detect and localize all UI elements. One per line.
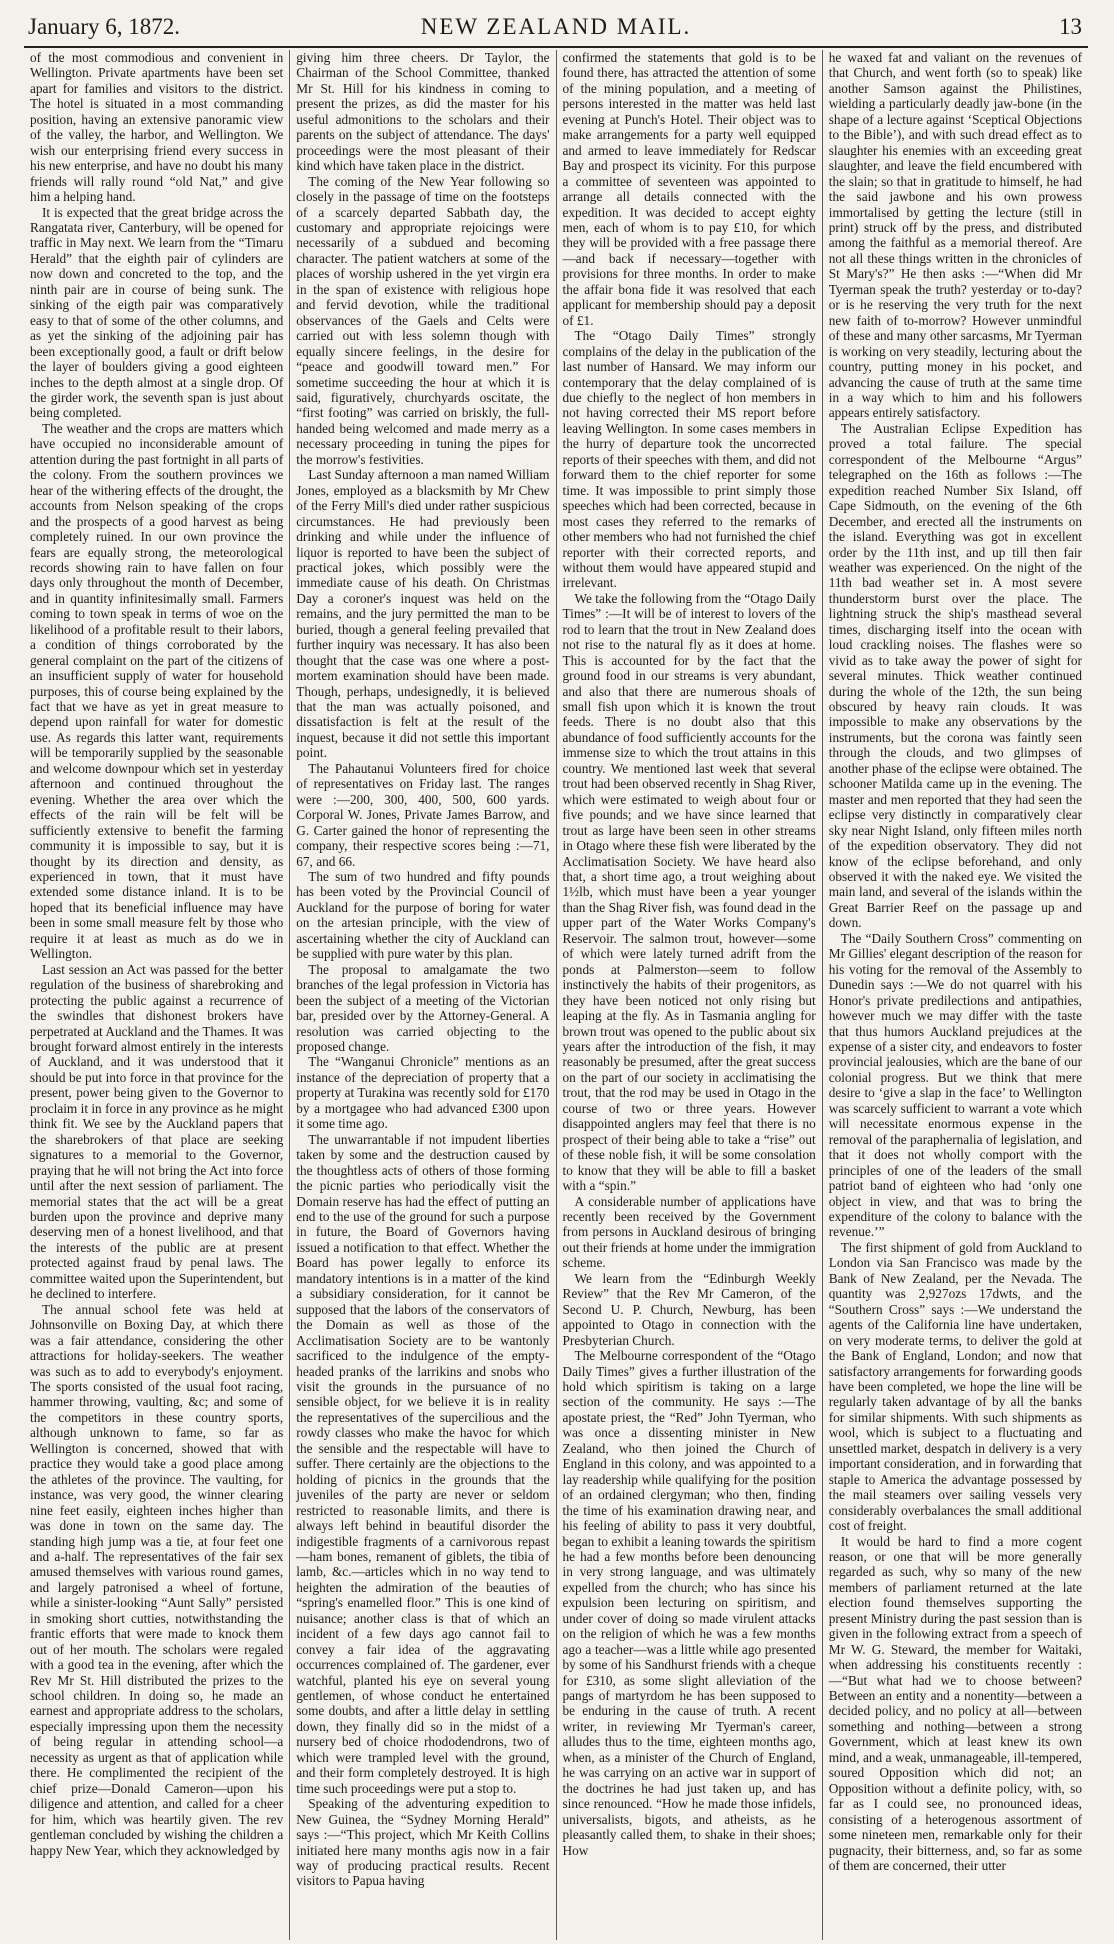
article-paragraph: The Pahautanui Volunteers fired for choice of representatives on Friday last. The ranges were :—200, 300, 400, 500, 600 yards. Corporal W. Jones, Private James Barrow, and G. Carter gained the honor of representing the company, their respective scores being :—71, 67, and 66. xyxy=(296,760,550,869)
article-paragraph: Speaking of the adventuring expedition to New Guinea, the “Sydney Morning Herald” says :—“This project, which Mr Keith Collins initiated here many months agis now in a fair way of producing practical results. Recent visitors to Papua having xyxy=(296,1796,550,1889)
article-paragraph: Last Sunday afternoon a man named William Jones, employed as a blacksmith by Mr Chew of the Ferry Mill's died under rather suspicious circumstances. He had previously been drinking and while under the influence of liquor is reported to have been the subject of practical jokes, which possibly were the immediate cause of his death. On Christmas Day a coroner's inquest was held on the remains, and the jury permitted the man to be buried, though a general feeling prevailed that further inquiry was necessary. It has also been thought that the case was one where a post-mortem examination should have been made. Though, perhaps, undesignedly, it is believed that the man was actually poisoned, and dissatisfaction is felt at the result of the inquest, because it did not settle this important point. xyxy=(296,467,550,761)
page-number: 13 xyxy=(1059,14,1082,39)
text-column-3 xyxy=(556,50,822,1940)
article-paragraph: The weather and the crops are matters which have occupied no inconsiderable amount of attention during the past fortnight in all parts of the colony. From the southern provinces we hear of the withering effects of the drought, the accounts from Nelson speaking of the crops and the prospects of a good harvest as being completely ruined. In our own province the fears are equally strong, the meteorological records showing rain to have fallen on four days only throughout the month of December, and in quantity infinitesimally small. Farmers coming to town speak in terms of woe on the likelihood of a profitable result to their labors, a condition of things corroborated by the general complaint on the part of the citizens of an insufficient supply of water for household purposes, this of course being explained by the fact that we have as yet in great measure to depend upon rainfall for water for domestic use. As regards this latter want, requirements will be temporarily supplied by the seasonable and welcome downpour which set in yesterday afternoon and continued throughout the evening. Whether the area over which the effects of the rain will be felt will be sufficiently extensive to benefit the farming community it is impossible to say, but it is thought by its direction and density, as experienced in town, that it must have extended some distance inland. It is to be hoped that its beneficial influence may have been in some small measure felt by those who require it at least as much as do we in Wellington. xyxy=(30,420,284,962)
article-paragraph: We learn from the “Edinburgh Weekly Review” that the Rev Mr Cameron, of the Second U. P. Church, Newburg, has been appointed to Otago in connection with the Presbyterian Church. xyxy=(562,1270,816,1348)
article-paragraph: We take the following from the “Otago Daily Times” :—It will be of interest to lovers of the rod to learn that the trout in New Zealand does not rise to the natural fly as it does at home. This is accounted for by the fact that the ground food in our streams is very abundant, and also that there are numerous shoals of small fish upon which it is known the trout feeds. There is no doubt also that this abundance of food sufficiently accounts for the immense size to which the trout attains in this country. We mentioned last week that several trout had been observed recently in Shag River, which were estimated to weigh about four or five pounds; and we have since learned that trout as large have been seen in other streams in Otago where these fish were liberated by the Acclimatisation Society. We have heard also that, a short time ago, a trout weighing about 1½lb, which must have been a year younger than the Shag River fish, was found dead in the upper part of the Water Works Company's Reservoir. The salmon trout, however—some of which were lately turned adrift from the ponds at Palmerston—seem to follow instinctively the habits of their progenitors, as they have been noticed not only rising but leaping at the fly. As in Tasmania angling for brown trout was opened to the public about six years after the introduction of the fish, it may reasonably be presumed, after the great success on the part of our society in acclimatising the trout, that the rod may be used in Otago in the course of two or three years. However disappointed anglers may feel that there is no prospect of their being able to take a “rise” out of these noble fish, it will be some consolation to know that they will be able to fill a basket with a “spin.” xyxy=(562,590,816,1194)
text-column-1 xyxy=(24,50,289,1940)
article-paragraph: Last session an Act was passed for the better regulation of the business of sharebroking and protecting the public against a recurrence of the swindles that dishonest brokers have perpetrated at Auckland and the Thames. It was brought forward almost entirely in the interests of Auckland, and it was understood that it should be put into force in that province for the present, power being given to the Governor to proclaim it in force in any province as he might think fit. We see by the Auckland papers that the sharebrokers of that place are seeking signatures to a memorial to the Governor, praying that he will not bring the Act into force until after the next session of parliament. The memorial states that the act will be a great burden upon the province and deprive many deserving men of a honest livelihood, and that the interests of the public are at present protected against fraud by penal laws. The committee waited upon the Superintendent, but he declined to interfere. xyxy=(30,961,284,1302)
article-paragraph: he waxed fat and valiant on the revenues of that Church, and went forth (so to speak) like another Samson against the Philistines, wielding a particularly deadly jaw-bone (in the shape of a lecture against ‘Sceptical Objections to the Bible’), and with such dread effect as to slaughter his enemies with an exceeding great slaughter, and leave the field encumbered with the slain; so that in gratitude to himself, he had the said jawbone and his own prowess immortalised by getting the lecture (still in print) struck off by the press, and distributed among the faithful as a memorial thereof. Are not all these things written in the chronicles of St Mary's?” He then asks :—“When did Mr Tyerman speak the truth? yesterday or to-day? or is he reserving the very truth for the next new faith of to-morrow? However unmindful of these and many other sarcasms, Mr Tyerman is working on very steadily, lecturing about the country, putting money in his pocket, and advancing the cause of truth at the same time in a way which to him and his followers appears entirely satisfactory. xyxy=(828,50,1082,421)
article-paragraph: of the most commodious and convenient in Wellington. Private apartments have been set apart for families and visitors to the district. The hotel is situated in a most commanding position, having an extensive panoramic view of the valley, the harbor, and Wellington. We wish our enterprising friend every success in his new enterprise, and have no doubt his many friends will rally round “old Nat,” and give him a helping hand. xyxy=(30,50,284,205)
article-paragraph: It would be hard to find a more cogent reason, or one that will be more generally regarded as such, why so many of the new members of parliament returned at the late election found themselves supporting the present Ministry during the past session than is given in the following extract from a speech of Mr W. G. Steward, the member for Waitaki, when addressing his constituents recently :—“But what had we to choose between? Between an entity and a nonentity—between a decided policy, and no policy at all—between something and nothing—between a strong Government, which at least knew its own mind, and a weak, unmanageable, ill-tempered, soured Opposition which did not; an Opposition without a definite policy, with, so far as I could see, no pronounced ideas, consisting of a heterogenous assortment of some nineteen men, remarkable only for their pugnacity, their bitterness, and, so far as some of them are concerned, their utter xyxy=(828,1533,1082,1874)
article-paragraph: The first shipment of gold from Auckland to London via San Francisco was made by the Bank of New Zealand, per the Nevada. The quantity was 2,927ozs 17dwts, and the “Southern Cross” says :—We understand the agents of the California line have undertaken, on very moderate terms, to deliver the gold at the Bank of England, London; and now that satisfactory arrangements for forwarding goods have been completed, we hope the line will be regularly taken advantage of by all the banks for similar shipments. With such shipments as wool, which is subject to a fluctuating and unsettled market, despatch in delivery is a very important consideration, and in forwarding that staple to America the advantage possessed by the mail steamers over sailing vessels very considerably overbalances the small additional cost of freight. xyxy=(828,1239,1082,1534)
newspaper-title: NEW ZEALAND MAIL. xyxy=(420,14,692,39)
article-paragraph: The “Daily Southern Cross” commenting on Mr Gillies' elegant description of the reason for his voting for the removal of the Assembly to Dunedin says :—We do not quarrel with his Honor's private predilections and antipathies, however much we may differ with the taste that thus humors Auckland prejudices at the expense of a sister city, and endeavors to foster provincial jealousies, which are the bane of our colonial progress. But we think that mere desire to ‘give a slap in the face’ to Wellington was scarcely sufficient to warrant a vote which will necessitate enormous expense in the removal of the paraphernalia of legislation, and that it does not wholly comport with the principles of one of the leaders of the small patriot band of eighteen who had ‘only one object in view, and that was to bring the expenditure of the colony to balance with the revenue.’” xyxy=(828,930,1082,1240)
article-paragraph: The “Wanganui Chronicle” mentions as an instance of the depreciation of property that a property at Turakina was recently sold for £170 by a mortgagee who had advanced £300 upon it some time ago. xyxy=(296,1054,550,1132)
text-column-2 xyxy=(289,50,555,1940)
article-paragraph: The Melbourne correspondent of the “Otago Daily Times” gives a further illustration of the hold which spiritism is taking on a large section of the community. He says :—The apostate priest, the “Red” John Tyerman, who was once a dissenting minister in New Zealand, who then joined the Church of England in this colony, and was appointed to a lay readership while qualifying for the position of an ordained clergyman; who then, finding the time of his examination drawing near, and his feeling of ability to pass it very doubtful, began to exhibit a leaning towards the spiritism he had a few months before been denouncing in very strong language, and was ultimately expelled from the church; who has since his expulsion been lecturing on spiritism, and under cover of doing so made virulent attacks on the religion of which he was a few months ago a teacher—was a little while ago presented by some of his Sandhurst friends with a cheque for £310, as some slight alleviation of the pangs of martyrdom he has been supposed to be enduring in the cause of truth. A recent writer, in reviewing Mr Tyerman's career, alludes thus to the time, eighteen months ago, when, as a minister of the Church of England, he was carrying on an active war in support of the doctrines he had just taken up, and has since renounced. “How he made those infidels, universalists, bigots, and atheists, as he pleasantly called them, to shake in their shoes; How xyxy=(562,1348,816,1858)
article-paragraph: The proposal to amalgamate the two branches of the legal profession in Victoria has been the subject of a meeting of the Victorian bar, presided over by the Attorney-General. A resolution was carried objecting to the proposed change. xyxy=(296,961,550,1054)
article-paragraph: The coming of the New Year following so closely in the passage of time on the footsteps of a scarcely departed Sabbath day, the customary and appropriate rejoicings were necessarily of a subdued and becoming character. The patient watchers at some of the places of worship ushered in the yet virgin era in the span of existence with religious hope and fervid devotion, while the traditional observances of the Gaels and Celts were carried out with less solemn though with equally sincere feelings, in the desire for “peace and goodwill toward men.” For sometime succeeding the hour at which it is said, figuratively, churchyards oscitate, the “first footing” was carried on briskly, the full-handed being welcomed and made merry as a necessary proceeding in tuning the pipes for the morrow's festivities. xyxy=(296,173,550,467)
article-paragraph: confirmed the statements that gold is to be found there, has attracted the attention of some of the mining population, and a meeting of persons interested in the matter was held last evening at Punch's Hotel. Their object was to make arrangements for a party well equipped and armed to leave immediately for Redscar Bay and prospect its vicinity. For this purpose a committee of seventeen was appointed to arrange all details connected with the expedition. It was decided to accept eighty men, each of whom is to pay £10, for which they will be provided with a free passage there—and back if necessary—together with provisions for three months. In order to make the affair bona fide it was resolved that each applicant for membership should pay a deposit of £1. xyxy=(562,50,816,328)
article-paragraph: The “Otago Daily Times” strongly complains of the delay in the publication of the last number of Hansard. We may inform our contemporary that the delay complained of is due chiefly to the neglect of hon members in not having corrected their MS report before leaving Wellington. In some cases members in the hurry of departure took the uncorrected reports of their speeches with them, and did not forward them to the chief reporter for some time. It was impossible to print simply those speeches which had been corrected, because in most cases they referred to the remarks of other members who had not furnished the chief reporter with their corrected reports, and without them would have appeared stupid and irrelevant. xyxy=(562,328,816,591)
article-paragraph: The annual school fete was held at Johnsonville on Boxing Day, at which there was a fair attendance, considering the other attractions for holiday-seekers. The weather was such as to add to everybody's enjoyment. The sports consisted of the usual foot racing, hammer throwing, vaulting, &c; and some of the competitors in these country sports, although unknown to fame, so far as Wellington is concerned, showed that with practice they would take a good place among the athletes of the province. The vaulting, for instance, was very good, the winner clearing nine feet easily, eighteen inches higher than was done in town on the same day. The standing high jump was a tie, at four feet one and a-half. The representatives of the fair sex amused themselves with various round games, and largely patronised a wheel of fortune, while a sinister-looking “Aunt Sally” persisted in smoking short cutties, notwithstanding the frantic efforts that were made to knock them out of her mouth. The scholars were regaled with a good tea in the evening, after which the Rev Mr St. Hill distributed the prizes to the school children. In doing so, he made an earnest and appropriate address to the scholars, especially impressing upon them the necessity of being regular in attending school—a necessity as urgent as that of application while there. He complimented the recipient of the chief prize—Donald Cameron—upon his diligence and attention, and called for a cheer for him, which was heartily given. The rev gentleman concluded by wishing the children a happy New Year, which they acknowledged by xyxy=(30,1301,284,1858)
article-paragraph: The Australian Eclipse Expedition has proved a total failure. The special correspondent of the Melbourne “Argus” telegraphed on the 16th as follows :—The expedition reached Number Six Island, off Cape Sidmouth, on the evening of the 6th December, and erected all the instruments on the island. Everything was got in excellent order by the 11th inst, and up till then fair weather was experienced. On the night of the 11th bad weather set in. A most severe thunderstorm burst over the place. The lightning struck the ship's masthead several times, discharging itself into the ocean with loud crackling noises. The flashes were so vivid as to take away the power of sight for several minutes. Thick weather continued during the whole of the 12th, the sun being obscured by heavy rain clouds. It was impossible to make any observations by the instruments, but the corona was faintly seen through the clouds, and two glimpses of another phase of the eclipse were obtained. The schooner Matilda came up in the evening. The master and men reported that they had seen the eclipse very distinctly in comparatively clear sky near Night Island, only fifteen miles north of the expedition observatory. They did not know of the eclipse beforehand, and only observed it with the naked eye. We visited the main land, and several of the islands within the Great Barrier Reef on the passage up and down. xyxy=(828,420,1082,931)
masthead xyxy=(24,10,1088,48)
article-columns xyxy=(24,50,1088,1940)
article-paragraph: The unwarrantable if not impudent liberties taken by some and the destruction caused by the thoughtless acts of others of those forming the picnic parties who periodically visit the Domain reserve has had the effect of putting an end to the use of the ground for such a purpose in future, the Board of Governors having issued a notification to that effect. Whether the Board has power legally to enforce its mandatory intentions is in a matter of the kind a subsidiary consideration, for it cannot be supposed that the labors of the conservators of the Domain as well as those of the Acclimatisation Society are to be wantonly sacrificed to the indulgence of the empty-headed pranks of the larrikins and snobs who visit the grounds in the pursuance of no sensible object, for we believe it is in reality the representatives of the supercilious and the rowdy classes who make the havoc for which the sensible and the respectable will have to suffer. There certainly are the objections to the holding of picnics in the grounds that the juveniles of the party are never or seldom restricted to reasonable limits, and there is always left behind in beautiful disorder the indigestible fragments of a carnivorous repast—ham bones, remanent of giblets, the tibia of lamb, &c.—articles which in no way tend to heighten the admiration of the beauties of “spring's enamelled floor.” This is one kind of nuisance; another class is that of which an incident of a few days ago cannot fail to convey a fair idea of the aggravating occurrences complained of. The gardener, ever watchful, planted his eye on several young gentlemen, of whose conduct he entertained some doubts, and after a little delay in settling down, they finally did so in the midst of a nursery bed of choice rhododendrons, two of which were trampled level with the ground, and their form completely destroyed. It is high time such proceedings were put a stop to. xyxy=(296,1131,550,1796)
article-paragraph: giving him three cheers. Dr Taylor, the Chairman of the School Committee, thanked Mr St. Hill for his kindness in coming to present the prizes, as did the master for his useful admonitions to the scholars and their parents on the subject of attendance. The days' proceedings were the most pleasant of their kind which have taken place in the district. xyxy=(296,50,550,174)
article-paragraph: A considerable number of applications have recently been received by the Government from persons in Auckland desirous of bringing out their friends at home under the immigration scheme. xyxy=(562,1193,816,1271)
text-column-4 xyxy=(822,50,1088,1940)
article-paragraph: It is expected that the great bridge across the Rangatata river, Canterbury, will be opened for traffic in May next. We learn from the “Timaru Herald” that the eighth pair of cylinders are now down and concreted to the top, and the ninth pair are in course of being sunk. The sinking of the eigth pair was comparatively easy to that of some of the other columns, and as yet the sinking of the adjoining pair has been exceptionally good, a fault or drift below the layer of boulders giving a good eighteen inches to the depth almost at a single drop. Of the girder work, the seventh span is just about being completed. xyxy=(30,204,284,421)
issue-date: January 6, 1872. xyxy=(28,14,181,39)
article-paragraph: The sum of two hundred and fifty pounds has been voted by the Provincial Council of Auckland for the purpose of boring for water on the artesian principle, with the view of ascertaining whether the city of Auckland can be supplied with pure water by this plan. xyxy=(296,869,550,962)
